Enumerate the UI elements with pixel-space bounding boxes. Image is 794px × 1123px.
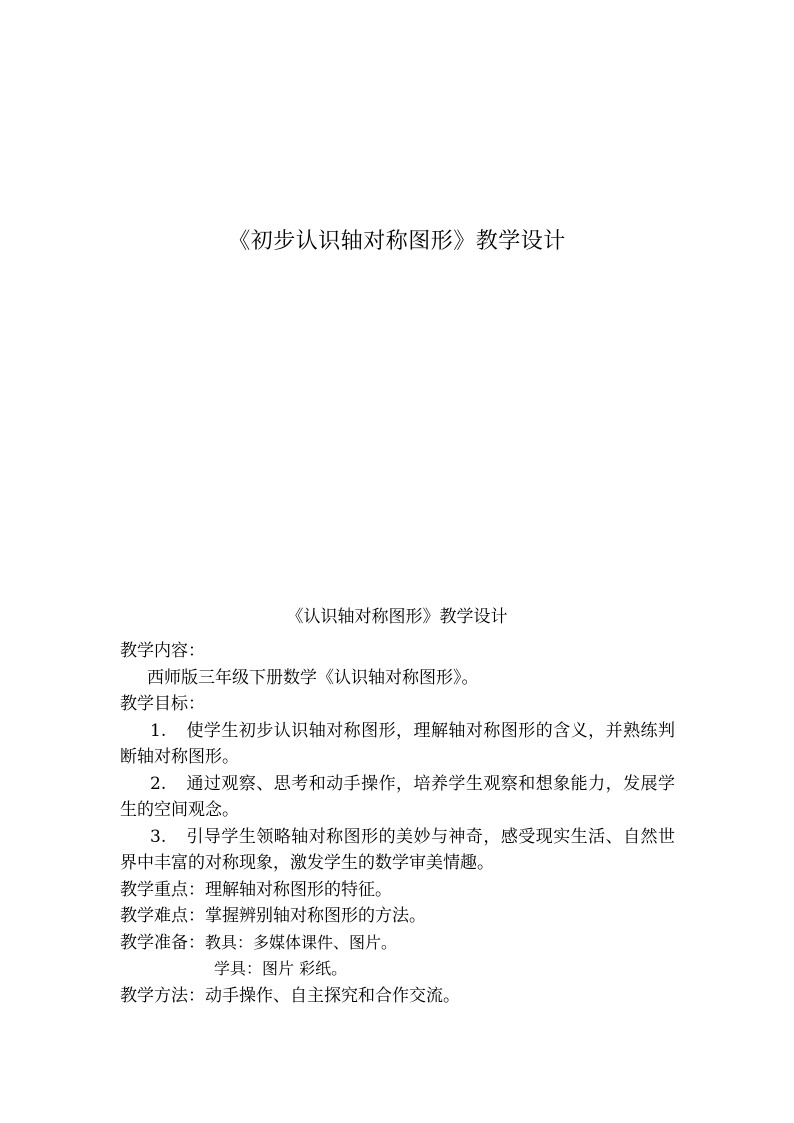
goal-text: 引导学生领略轴对称图形的美妙与神奇，感受现实生活、自然世界中丰富的对称现象，激发学生的数学审美情趣。 [120, 826, 675, 873]
key-point-row [120, 877, 675, 904]
goal-text: 使学生初步认识轴对称图形，理解轴对称图形的含义，并熟练判断轴对称图形。 [120, 720, 675, 767]
section-title: 《认识轴对称图形》教学设计 [286, 607, 508, 627]
goal-item [120, 771, 675, 824]
student-tools: 学具：图片 彩纸。 [214, 959, 348, 978]
method-text: 动手操作、自主探究和合作交流。 [205, 985, 460, 1006]
content-label: 教学内容： [120, 641, 205, 661]
goal-number: 2. [150, 773, 167, 794]
lesson-plan-body [120, 638, 675, 1009]
key-point-text: 理解轴对称图形的特征。 [205, 879, 392, 900]
difficulty-label: 教学难点： [120, 906, 205, 926]
method-row [120, 983, 675, 1010]
goal-item [120, 824, 675, 877]
content-text: 西师版三年级下册数学《认识轴对称图形》。 [147, 667, 479, 688]
difficulty-text: 掌握辨别轴对称图形的方法。 [205, 906, 426, 926]
goal-number: 1. [150, 720, 167, 741]
goals-label: 教学目标： [120, 694, 205, 714]
key-point-label: 教学重点： [120, 879, 205, 900]
goal-number: 3. [150, 826, 167, 847]
goal-item [120, 718, 675, 771]
preparation-label: 教学准备： [120, 932, 205, 953]
method-label: 教学方法： [120, 985, 205, 1006]
preparation-row [120, 930, 675, 957]
difficulty-row [120, 903, 675, 930]
page-title: 《初步认识轴对称图形》教学设计 [228, 229, 566, 254]
teacher-tools: 教具：多媒体课件、图片。 [205, 932, 398, 952]
goal-text: 通过观察、思考和动手操作，培养学生观察和想象能力，发展学生的空间观念。 [120, 773, 675, 820]
